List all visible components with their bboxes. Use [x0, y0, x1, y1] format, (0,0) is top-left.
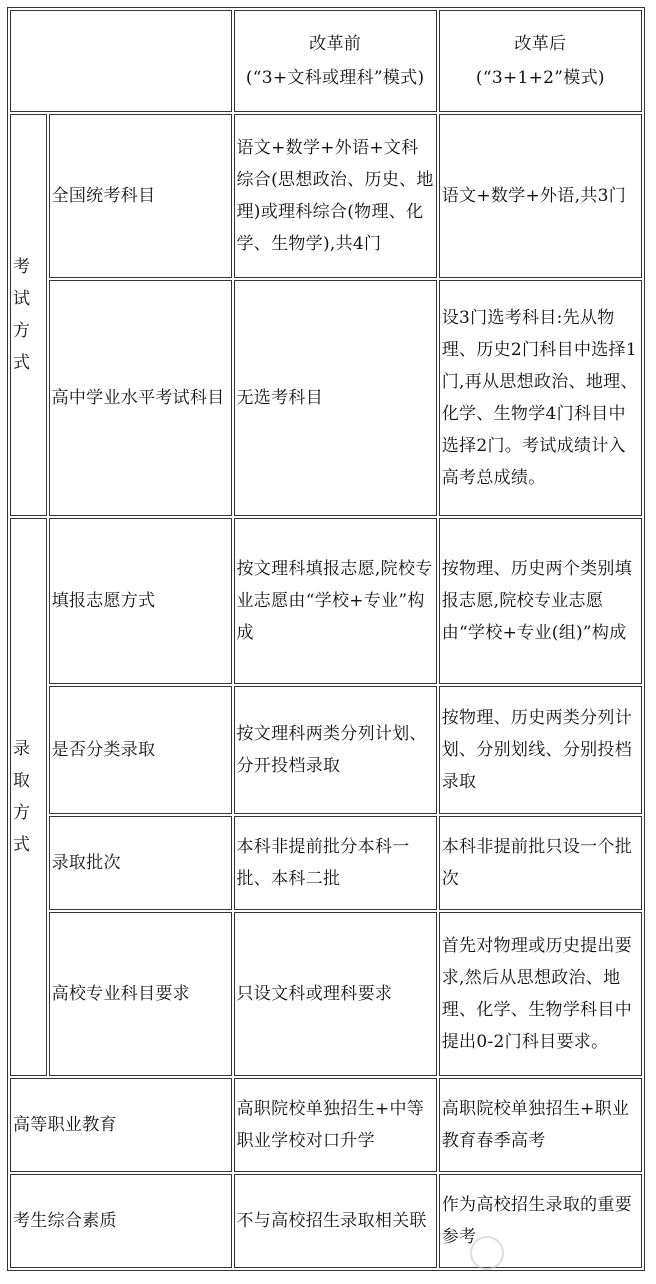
table-row: [10, 816, 642, 910]
before-cell: 按文理科填报志愿,院校专业志愿由“学校+专业”构成: [234, 518, 437, 684]
header-row: [10, 10, 642, 112]
table-row: [10, 518, 642, 684]
row-label: 考生综合素质: [10, 1174, 232, 1268]
before-cell: 只设文科或理科要求: [234, 912, 437, 1076]
group-label-admission: 录取方式: [10, 518, 47, 1076]
header-after-subtitle: (“3+1+2”模式): [475, 68, 605, 88]
after-cell: 首先对物理或历史提出要求,然后从思想政治、地理、化学、生物学科目中提出0-2门科目要求。: [439, 912, 642, 1076]
watermark-ring-icon: [470, 1236, 504, 1270]
before-cell: 语文+数学+外语+文科综合(思想政治、历史、地理)或理科综合(物理、化学、生物学),共4门: [234, 114, 437, 278]
row-label: 高等职业教育: [10, 1078, 232, 1172]
before-cell: 不与高校招生录取相关联: [234, 1174, 437, 1268]
after-cell: 本科非提前批只设一个批次: [439, 816, 642, 910]
row-label: 录取批次: [49, 816, 232, 910]
table-row: [10, 114, 642, 278]
before-cell: 本科非提前批分本科一批、本科二批: [234, 816, 437, 910]
table-row: [10, 686, 642, 814]
table-row: [10, 1078, 642, 1172]
after-cell: 语文+数学+外语,共3门: [439, 114, 642, 278]
group-label-exam: 考试方式: [10, 114, 47, 516]
comparison-table: [7, 7, 645, 1271]
before-cell: 无选考科目: [234, 280, 437, 516]
row-label: 高中学业水平考试科目: [49, 280, 232, 516]
after-cell: 按物理、历史两个类别填报志愿,院校专业志愿由“学校+专业(组)”构成: [439, 518, 642, 684]
table-row: [10, 912, 642, 1076]
before-cell: 按文理科两类分列计划、分开投档录取: [234, 686, 437, 814]
after-cell: 按物理、历史两类分列计划、分别划线、分别投档录取: [439, 686, 642, 814]
after-cell: 设3门选考科目:先从物理、历史2门科目中选择1门,再从思想政治、地理、化学、生物学4门科目中选择2门。考试成绩计入高考总成绩。: [439, 280, 642, 516]
after-cell: 作为高校招生录取的重要参考: [439, 1174, 642, 1268]
header-after-title: 改革后: [514, 34, 567, 54]
row-label: 全国统考科目: [49, 114, 232, 278]
table-row: [10, 280, 642, 516]
after-cell: 高职院校单独招生+职业教育春季高考: [439, 1078, 642, 1172]
row-label: 高校专业科目要求: [49, 912, 232, 1076]
header-before-cell: [234, 10, 437, 112]
row-label: 是否分类录取: [49, 686, 232, 814]
header-corner-cell: [10, 10, 232, 112]
header-after-cell: [439, 10, 642, 112]
header-before-subtitle: (“3+文科或理科”模式): [245, 68, 425, 88]
watermark-logo: [470, 1236, 580, 1274]
row-label: 填报志愿方式: [49, 518, 232, 684]
before-cell: 高职院校单独招生+中等职业学校对口升学: [234, 1078, 437, 1172]
header-before-title: 改革前: [309, 34, 362, 54]
